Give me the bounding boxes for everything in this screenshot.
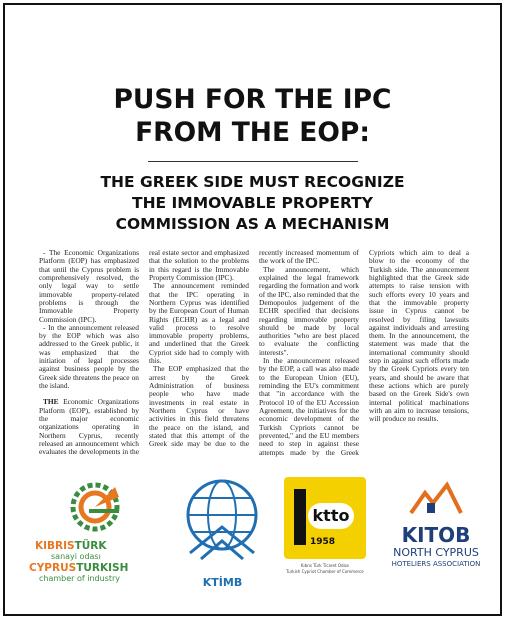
globe-icon [185, 471, 260, 567]
advertisement-page [3, 3, 502, 616]
article-body [39, 249, 469, 461]
chamber-of-industry-text: chamber of industry [39, 574, 121, 583]
paragraph: The announcement reminded that the IPC operating in Northern Cyprus was identified by the European Court of Human Rights (ECHR) as a legal and valid process to resolve immovable property problems, and underlined that the Greek Cypriot side had to comply with this. [149, 281, 249, 366]
kitob-line-1: NORTH CYPRUS [393, 546, 479, 559]
ktto-mark: ktto [312, 506, 350, 525]
headline [5, 83, 500, 149]
ktimb-text: KTİMB [202, 576, 243, 589]
headline-line-2: FROM THE EOP: [135, 117, 370, 148]
kitob-logo [381, 479, 491, 589]
kibris-turk-sanayi-logo [29, 475, 151, 593]
paragraph: - In the announcement released by the EOP which was also addressed to the Greek public, it was emphasized that the initiation of legal processes against business people by the Greek side threatens the peace on the island. [39, 322, 139, 390]
headline-line-1: PUSH FOR THE IPC [113, 84, 392, 115]
ktto-yellow-block [284, 477, 366, 559]
sanayi-odasi-text: sanayi odası [51, 552, 101, 561]
subheadline-line-1: THE GREEK SIDE MUST RECOGNIZE [100, 173, 405, 191]
subheadline-line-3: COMMISSION AS A MECHANISM [115, 215, 390, 233]
paragraph: In the announcement released by the EOP, a call was also made to the European Union (EU), reminding the EU's commitment that "in accordance with the Protocol 10 of the EU Accession Agreement, the initiatives for the economic development of the Turkish Cypriots cannot be prevented," and the EU members need to step in against these attempts made by the Greek Cypriots which aim to deal a blow to the economy of the Turkish side. The announcement highlighted that the Greek side attempts to raise tension with such efforts every 10 years and that the immovable property issue in Cyprus cannot be resolved by filing lawsuits against individuals and arresting them. In the announcement, the statement was made that the international community should step in against such efforts made by the Greek Cypriots every ten years, and should be aware that these actions which are purely based on the Greek Side's own internal political machinations with an aim to increase tensions, will produce no results. [259, 249, 469, 457]
ktto-line-1: Kıbrıs Türk Ticaret Odası [300, 563, 350, 568]
turkish-text: TURKISH [76, 562, 129, 574]
paragraph: The announcement, which explained the legal framework regarding the formation and work of the IPC, also reminded that the Demopoulos judgement of the ECHR specified that decisions regarding immovable property should be made by local authorities "who are best placed to evaluate the conflicting interests". [259, 264, 359, 357]
cyprus-text: CYPRUS [29, 562, 77, 574]
ktto-line-2: Turkish Cypriot Chamber of Commerce [286, 569, 364, 574]
kitob-line-2: HOTELIERS ASSOCIATION [391, 560, 481, 568]
ktto-year: 1958 [310, 537, 336, 547]
ktto-logo [284, 477, 366, 593]
gear-icon [29, 475, 151, 535]
divider [148, 161, 358, 162]
hotel-roof-icon [381, 479, 491, 519]
lead-in-word: THE [43, 397, 59, 407]
kitob-name: KITOB [401, 523, 471, 547]
paragraph-text: Economic Organizations Platform (EOP), established by the major economic organizations operating in Northern Cyprus, recently released an announcement which evaluates the developments in the real estate sector and emphasized that the solution to the problems in this regard is the Immovable Property Commission (IPC). [39, 249, 249, 457]
subheadline [5, 172, 500, 235]
logo-strip [5, 471, 500, 596]
turk-text: TÜRK [74, 540, 107, 552]
paragraph: The EOP emphasized that the arrest by the Greek Administration of business people who have made investments in real estate in Northern Cyprus or have activities in this field threatens the peace on the island, and stated that this attempt of the Greek side may be due to the recently increased momentum of the work of the IPC. [149, 249, 359, 449]
subheadline-line-2: THE IMMOVABLE PROPERTY [132, 194, 373, 212]
ktimb-logo [185, 471, 260, 593]
paragraph: - The Economic Organizations Platform (EOP) has emphasized that until the Cyprus problem is comprehensively resolved, the only legal way to settle immovable property-related problems is through the Immovable Property Commission (IPC). [39, 249, 139, 324]
kibris-text: KIBRIS [35, 540, 75, 552]
